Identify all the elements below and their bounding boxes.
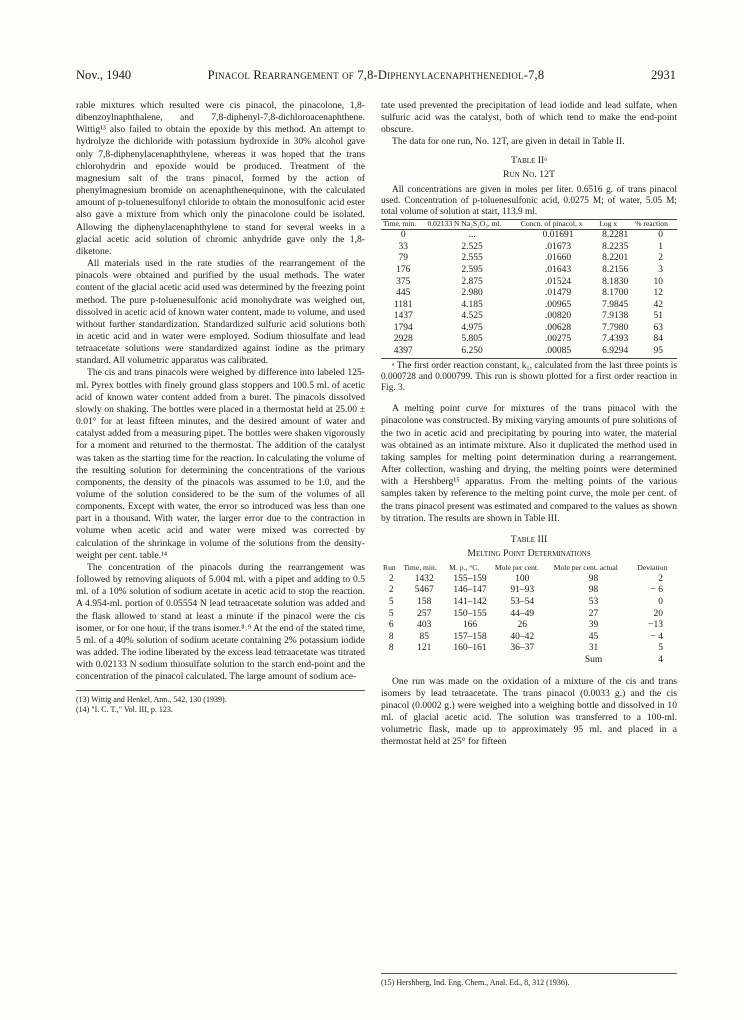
- table-cell: 27: [588, 608, 599, 619]
- table-cell: .01660: [544, 253, 572, 264]
- table-cell: ...: [468, 230, 476, 241]
- table-cell: 1181: [393, 299, 413, 310]
- table-cell: 158: [417, 596, 432, 607]
- paragraph: A melting point curve for mixtures of the trans pinacol with the pinacolone was constructed. By mixing varying amounts of pure solutions of the two in acetic acid and precipitating by pouring into water, the material was obtained as an intimate mixture. Also it duplicated the method used in taking samples for melting point determination during a rearrangement. After collection, washing and drying, the melting points were determined with a Hershberg¹⁵ apparatus. From the melting points of the various samples taken by reference to the melting point curve, the mole per cent. of the trans pinacol present was estimated and compared to the values as shown by titration. The results are shown in Table III.: [381, 403, 677, 524]
- column-header: Log x: [597, 219, 633, 230]
- table-cell: 445: [396, 288, 411, 299]
- column-header: Mole per cent. actual: [553, 563, 618, 573]
- table-cell: 5: [388, 608, 394, 619]
- table-row: [381, 311, 677, 323]
- table-cell: 53: [588, 596, 599, 607]
- table-cell: 8: [388, 643, 394, 654]
- table-2-subtitle: Run No. 12T: [503, 168, 555, 180]
- left-column: [76, 100, 365, 716]
- table-cell: 146–147: [453, 585, 487, 596]
- column-header: 0.02133 N Na₂S₂O₃, ml.: [425, 219, 518, 230]
- column-header: Time, min.: [381, 219, 425, 230]
- table-cell: .01673: [544, 241, 572, 252]
- table-cell: 8.2201: [602, 253, 629, 264]
- table-cell: 63: [653, 322, 663, 333]
- table-cell: 2: [658, 253, 663, 264]
- column-header: Run: [383, 563, 396, 573]
- table-cell: .00820: [544, 311, 572, 322]
- table-3-caption: Table III: [510, 533, 548, 545]
- table-cell: − 4: [650, 631, 663, 642]
- table-row: [381, 300, 677, 312]
- table-cell: 20: [653, 608, 663, 619]
- table-2: [381, 219, 677, 359]
- paragraph: tate used prevented the precipitation of lead iodide and lead sulfate, when sulfuric acid was the catalyst, both of which tend to make the end-point obscure.: [381, 100, 677, 136]
- table-row: [381, 620, 677, 632]
- table-cell: 0: [658, 596, 663, 607]
- issue-date: Nov., 1940: [76, 68, 132, 82]
- table-cell: 403: [417, 620, 432, 631]
- table-cell: 5.805: [461, 334, 483, 345]
- table-cell: .01643: [544, 264, 572, 275]
- table-cell: 2.555: [461, 253, 483, 264]
- table-row: [381, 277, 677, 289]
- table-cell: 141–142: [453, 596, 487, 607]
- table-cell: 79: [398, 253, 408, 264]
- table-cell: 8.2281: [602, 230, 629, 241]
- table-row: [381, 288, 677, 300]
- column-header: Mole per cent.: [494, 563, 539, 573]
- table-cell: .00628: [544, 322, 572, 333]
- table-cell: 0: [400, 230, 406, 241]
- table-cell: 7.4393: [602, 334, 629, 345]
- table-cell: 8.2156: [602, 264, 629, 275]
- table-cell: 2928: [393, 334, 413, 345]
- paragraph: One run was made on the oxidation of a mixture of the cis and trans isomers by lead tetraacetate. The trans pinacol (0.0033 g.) and the cis pinacol (0.0002 g.) were weighed into a weighing bottle and dissolved in 10 ml. of glacial acetic acid. The solution was transferred to a 100-ml. volumetric flask, made up to approximately 95 ml. and placed in a thermostat held at 25° for fifteen: [381, 675, 677, 748]
- table-cell: 8.2235: [602, 241, 629, 252]
- table-row: [381, 265, 677, 277]
- table-row: [381, 253, 677, 265]
- table-header-row: [381, 564, 677, 574]
- right-column: [381, 100, 677, 748]
- table-cell: 1437: [393, 311, 413, 322]
- table-cell: 45: [588, 631, 599, 642]
- table-cell: 3: [658, 264, 663, 275]
- table-cell: 1794: [393, 322, 413, 333]
- column-header: Deviation: [637, 563, 668, 573]
- table-cell: 166: [462, 620, 478, 631]
- paragraph: The cis and trans pinacols were weighed by difference into labeled 125-ml. Pyrex bottles with finely ground glass stoppers and 100.5 ml. of acetic acid of known water content added from a buret. The pinacols dissolved slowly on shaking. The bottles were placed in a thermostat held at 25.00 ± 0.01° for at least fifteen minutes, and the desired amount of water and catalyst added from a measuring pipet. The bottles were shaken vigorously for a moment and returned to the thermostat. The addition of the catalyst was taken as the starting time for the reaction. In calculating the volume of the resulting solution for determining the concentrations of the various components, the density of the pinacols was assumed to be 1.0, and the volume of the solution considered to be the sum of the volumes of all components. Except with water, the error so introduced was less than one part in a thousand. With water, the larger error due to the contraction in volume when acetic acid and water were mixed was corrected by calculation of the shrinkage in volume of the solutions from the density-weight per cent. table.¹⁴: [76, 367, 365, 561]
- table-cell: 1: [658, 241, 663, 252]
- table-cell: 31: [588, 643, 599, 654]
- table-cell: .00275: [544, 334, 572, 345]
- table-row: [381, 334, 677, 346]
- footnotes: [76, 690, 365, 716]
- table-cell: 0.01691: [542, 230, 574, 241]
- table-row: [381, 632, 677, 644]
- table-cell: 26: [517, 620, 528, 631]
- table-cell: − 6: [650, 585, 663, 596]
- table-sum-row: [381, 655, 677, 667]
- table-row: [381, 643, 677, 655]
- table-cell: 39: [588, 620, 599, 631]
- table-cell: .00085: [544, 346, 572, 357]
- table-cell: 4.185: [461, 299, 483, 310]
- table-2-footnote: ᵃ The first order reaction constant, k₁, calculated from the last three points is 0.000728 and 0.000799. This run is shown plotted for a first order reaction in Fig. 3.: [381, 360, 677, 394]
- table-cell: 5467: [414, 585, 434, 596]
- table-3: [381, 564, 677, 666]
- sum-label: Sum: [584, 654, 603, 665]
- table-2-caption: Table IIᵃ: [511, 154, 547, 166]
- table-cell: 33: [398, 241, 408, 252]
- table-cell: 44–49: [510, 608, 535, 619]
- table-cell: 2: [388, 585, 394, 596]
- footnote-right: (15) Hershberg, Ind. Eng. Chem., Anal. Ed., 8, 312 (1936).: [381, 973, 677, 987]
- table-cell: 5: [658, 643, 663, 654]
- table-3-subtitle: Melting Point Determinations: [467, 548, 591, 559]
- table-cell: 84: [653, 334, 663, 345]
- table-row: [381, 585, 677, 597]
- table-cell: 6: [388, 620, 394, 631]
- paragraph: The data for one run, No. 12T, are given in detail in Table II.: [392, 136, 625, 148]
- table-cell: 155–159: [453, 573, 487, 584]
- table-row: [381, 609, 677, 621]
- table-row: [381, 574, 677, 586]
- table-cell: 7.9845: [602, 299, 629, 310]
- table-cell: .01479: [544, 288, 572, 299]
- table-cell: 150–155: [453, 608, 487, 619]
- paragraph: The concentration of the pinacols during the rearrangement was followed by removing aliquots of 5.004 ml. with a pipet and adding to 0.5 ml. of a 10% solution of sodium acetate in acetic acid to stop the reaction. A 4.954-ml. portion of 0.05554 N lead tetraacetate solution was added and the flask allowed to stand at least a minute if the pinacol were the cis isomer, or for one hour, if the trans isomer.⁸˒⁹ At the end of the stated time, 5 ml. of a 40% solution of sodium acetate containing 2% potassium iodide was added. The iodine liberated by the excess lead tetraacetate was titrated with 0.02133 N sodium thiosulfate solution to the starch end-point and the concentration of the pinacol calculated. The large amount of sodium ace-: [76, 561, 365, 683]
- table-cell: 2.595: [461, 264, 483, 275]
- table-cell: 2: [388, 573, 394, 584]
- column-header: Concn. of pinacol, x: [519, 219, 598, 230]
- table-cell: 91–93: [510, 585, 535, 596]
- table-cell: 40–42: [510, 631, 535, 642]
- table-cell: 2: [658, 573, 663, 584]
- table-header-row: [381, 219, 677, 230]
- table-row: [381, 230, 677, 242]
- paragraph: rable mixtures which resulted were cis pinacol, the pinacolone, 1,8-dibenzoylnaphthalene, and 7,8-diphenyl-7,8-dichloroacenaphthene. Wittig¹³ also failed to obtain the epoxide by this method. An attempt to hydrolyze the dichloride with potassium hydroxide in 30% alcohol gave only 7,8-diphenylacenaphthylene, whereas it was hoped that the trans chlorohydrin and epoxide would be produced. Treatment of the magnesium salt of the trans pinacol, formed by the action of phenylmagnesium bromide on acenaphthenequinone, with the calculated amount of p-toluenesulfonyl chloride to obtain the monosulfonic acid ester also gave a mixture from which only the pinacolone could be isolated. Allowing the diphenylacenaphthylene to stand for several weeks in a glacial acetic acid solution of chromic anhydride gave only the 1,8-diketone.: [76, 100, 365, 257]
- table-cell: 100: [515, 573, 530, 584]
- table-row: [381, 597, 677, 609]
- table-cell: 7.7980: [602, 322, 629, 333]
- running-title: Pinacol Rearrangement of 7,8-Diphenylacenaphthenediol-7,8: [207, 68, 545, 82]
- table-cell: 160–161: [453, 643, 487, 654]
- table-cell: 5: [388, 596, 394, 607]
- table-row: [381, 323, 677, 335]
- table-cell: 10: [653, 276, 663, 287]
- table-cell: 42: [653, 299, 663, 310]
- table-cell: 95: [653, 346, 663, 357]
- table-cell: 176: [396, 264, 411, 275]
- table-cell: 1432: [414, 573, 434, 584]
- table-3-body: [381, 574, 677, 655]
- table-cell: .01524: [544, 276, 572, 287]
- table-2-body: [381, 230, 677, 359]
- table-cell: −13: [648, 620, 663, 631]
- table-cell: 53–54: [510, 596, 535, 607]
- table-cell: 36–37: [510, 643, 535, 654]
- table-cell: 8.1700: [602, 288, 629, 299]
- column-header: Time, min.: [403, 563, 437, 573]
- table-row: [381, 242, 677, 254]
- table-cell: .00965: [544, 299, 572, 310]
- table-cell: 157–158: [453, 631, 487, 642]
- table-cell: 6.9294: [602, 346, 629, 357]
- table-cell: 257: [417, 608, 432, 619]
- page-header: [76, 68, 676, 86]
- table-cell: 0: [658, 230, 663, 241]
- table-cell: 2.875: [461, 276, 483, 287]
- table-cell: 4.525: [461, 311, 483, 322]
- table-cell: 375: [396, 276, 411, 287]
- footnote: (13) Wittig and Henkel, Ann., 542, 130 (1939).: [76, 694, 227, 704]
- page-number: 2931: [651, 68, 676, 82]
- table-cell: 98: [588, 585, 599, 596]
- table-2-intro: All concentrations are given in moles per liter. 0.6516 g. of trans pinacol used. Concentration of p-toluenesulfonic acid, 0.0275 M; of water, 5.05 M; total volume of solution at start, 113.9 ml.: [381, 184, 677, 218]
- table-cell: 2.980: [461, 288, 483, 299]
- table-cell: 8.1830: [602, 276, 629, 287]
- table-cell: 51: [653, 311, 663, 322]
- table-cell: 4397: [393, 346, 413, 357]
- paragraph: All materials used in the rate studies of the rearrangement of the pinacols were obtained and purified by the usual methods. The water content of the glacial acetic acid used was determined by the freezing point method. The pure p-toluenesulfonic acid monohydrate was weighed out, dissolved in acetic acid of known water content, made to volume, and used without further standardization. Standardized sulfuric acid solutions both in acetic acid and in water were employed. Sodium thiosulfate and lead tetraacetate solutions were standardized against iodine as the primary standard. All volumetric apparatus was calibrated.: [76, 258, 365, 367]
- table-row: [381, 346, 677, 358]
- table-cell: 8: [388, 631, 394, 642]
- table-cell: 2.525: [461, 241, 483, 252]
- sum-value: 4: [658, 654, 663, 665]
- table-cell: 4.975: [461, 322, 483, 333]
- table-cell: 121: [417, 643, 432, 654]
- column-header: % reaction: [633, 219, 677, 230]
- table-cell: 98: [588, 573, 599, 584]
- table-cell: 7.9138: [602, 311, 629, 322]
- column-header: M. p., °C.: [449, 563, 480, 573]
- table-cell: 6.250: [461, 346, 483, 357]
- footnote: (14) "I. C. T.," Vol. III, p. 123.: [76, 705, 173, 714]
- table-cell: 12: [653, 288, 663, 299]
- table-cell: 85: [419, 631, 430, 642]
